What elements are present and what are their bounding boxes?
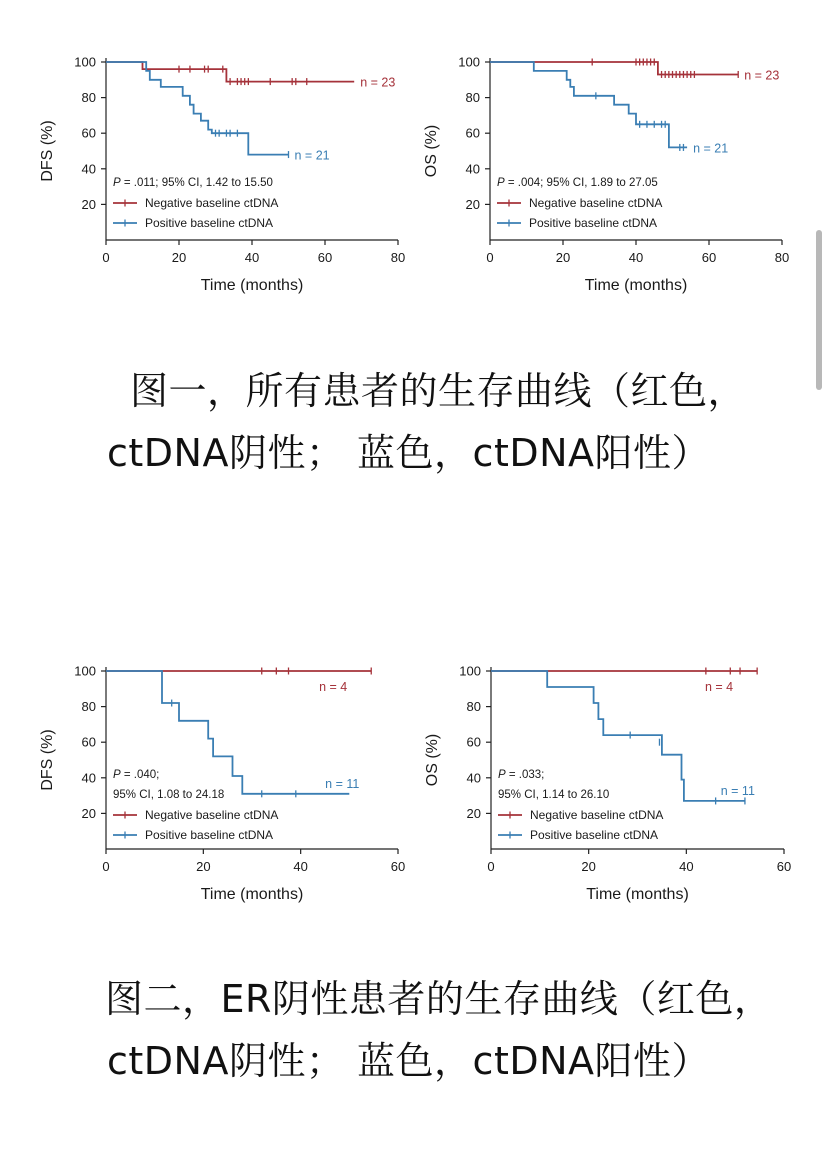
x-axis-label: Time (months): [200, 277, 304, 294]
figure-1-caption-line-1: 图一，所有患者的生存曲线（红色，: [130, 369, 747, 413]
legend-label: Positive baseline ctDNA: [530, 828, 659, 842]
legend-label: Negative baseline ctDNA: [145, 196, 279, 210]
os-er-negative-chart: [414, 650, 828, 920]
x-axis-label: Time (months): [200, 886, 304, 903]
stats-text: P = .011; 95% CI, 1.42 to 15.50: [113, 177, 273, 189]
x-tick-label: 40: [628, 250, 644, 265]
y-tick-label: 60: [465, 125, 480, 141]
y-tick-label: 100: [459, 663, 481, 679]
x-tick-label: 40: [679, 859, 694, 874]
x-tick-label: 20: [196, 859, 211, 874]
n-label: n = 11: [720, 783, 755, 798]
y-axis-label: OS (%): [424, 733, 441, 787]
negative-series: [106, 62, 354, 85]
n-label: n = 23: [360, 75, 396, 90]
y-tick-label: 60: [81, 734, 96, 750]
stats-text: 95% CI, 1.14 to 26.10: [498, 789, 610, 801]
figure-1-caption: [0, 360, 828, 484]
y-tick-label: 20: [465, 196, 480, 212]
x-tick-label: 80: [390, 250, 406, 265]
n-label: n = 4: [319, 680, 348, 694]
x-tick-label: 0: [102, 250, 110, 265]
x-tick-label: 20: [555, 250, 571, 265]
legend-label: Positive baseline ctDNA: [145, 216, 274, 230]
y-axis-label: DFS (%): [39, 729, 56, 791]
stats-text: 95% CI, 1.08 to 24.18: [113, 789, 225, 801]
dfs-all-patients-chart: [0, 40, 414, 310]
n-label: n = 4: [704, 680, 734, 694]
x-tick-label: 80: [774, 250, 790, 265]
n-label: n = 23: [744, 68, 780, 83]
x-axis-label: Time (months): [586, 886, 689, 903]
survival-curve: [106, 62, 289, 155]
legend-label: Negative baseline ctDNA: [145, 808, 279, 822]
x-axis-label: Time (months): [584, 277, 688, 294]
y-tick-label: 80: [81, 699, 96, 715]
y-axis-label: DFS (%): [39, 120, 56, 182]
figure-2-caption-line-1: 图二，ER阴性患者的生存曲线（红色，: [105, 977, 773, 1021]
legend-label: Negative baseline ctDNA: [529, 196, 663, 210]
figure-2-caption: [0, 968, 828, 1092]
y-tick-label: 100: [458, 54, 480, 70]
y-tick-label: 80: [466, 699, 481, 715]
scrollbar-thumb[interactable]: [816, 230, 822, 390]
x-tick-label: 20: [171, 250, 187, 265]
y-tick-label: 60: [81, 125, 96, 141]
stats-text: P = .033;: [498, 769, 545, 781]
legend-label: Positive baseline ctDNA: [145, 828, 274, 842]
dfs-er-negative-chart: [0, 650, 414, 920]
x-tick-label: 60: [776, 859, 792, 874]
x-tick-label: 0: [102, 859, 110, 874]
x-tick-label: 60: [701, 250, 717, 265]
x-tick-label: 60: [317, 250, 333, 265]
y-tick-label: 40: [466, 770, 481, 786]
figure-2-caption-line-2: ctDNA阴性； 蓝色，ctDNA阳性）: [107, 1039, 711, 1083]
y-tick-label: 80: [81, 90, 96, 106]
y-tick-label: 20: [466, 805, 481, 821]
y-tick-label: 20: [81, 805, 96, 821]
n-label: n = 11: [325, 776, 360, 791]
stats-text: P = .004; 95% CI, 1.89 to 27.05: [497, 177, 658, 189]
x-tick-label: 40: [244, 250, 260, 265]
x-tick-label: 40: [293, 859, 308, 874]
figure-1-caption-line-2: ctDNA阴性； 蓝色，ctDNA阳性）: [107, 431, 711, 475]
survival-curve: [490, 62, 738, 75]
y-tick-label: 40: [81, 161, 96, 177]
os-all-patients-chart: [414, 40, 828, 310]
y-tick-label: 100: [74, 663, 96, 679]
x-tick-label: 60: [390, 859, 406, 874]
x-tick-label: 0: [486, 250, 494, 265]
stats-text: P = .040;: [113, 769, 160, 781]
n-label: n = 21: [693, 141, 729, 156]
y-tick-label: 80: [465, 90, 480, 106]
y-tick-label: 40: [81, 770, 96, 786]
y-axis-label: OS (%): [423, 124, 440, 178]
x-tick-label: 20: [581, 859, 596, 874]
y-tick-label: 60: [466, 734, 481, 750]
x-tick-label: 0: [487, 859, 495, 874]
y-tick-label: 40: [465, 161, 480, 177]
legend-label: Positive baseline ctDNA: [529, 216, 658, 230]
y-tick-label: 20: [81, 196, 96, 212]
y-tick-label: 100: [74, 54, 96, 70]
legend-label: Negative baseline ctDNA: [530, 808, 664, 822]
positive-series: [106, 62, 289, 158]
n-label: n = 21: [294, 148, 330, 163]
